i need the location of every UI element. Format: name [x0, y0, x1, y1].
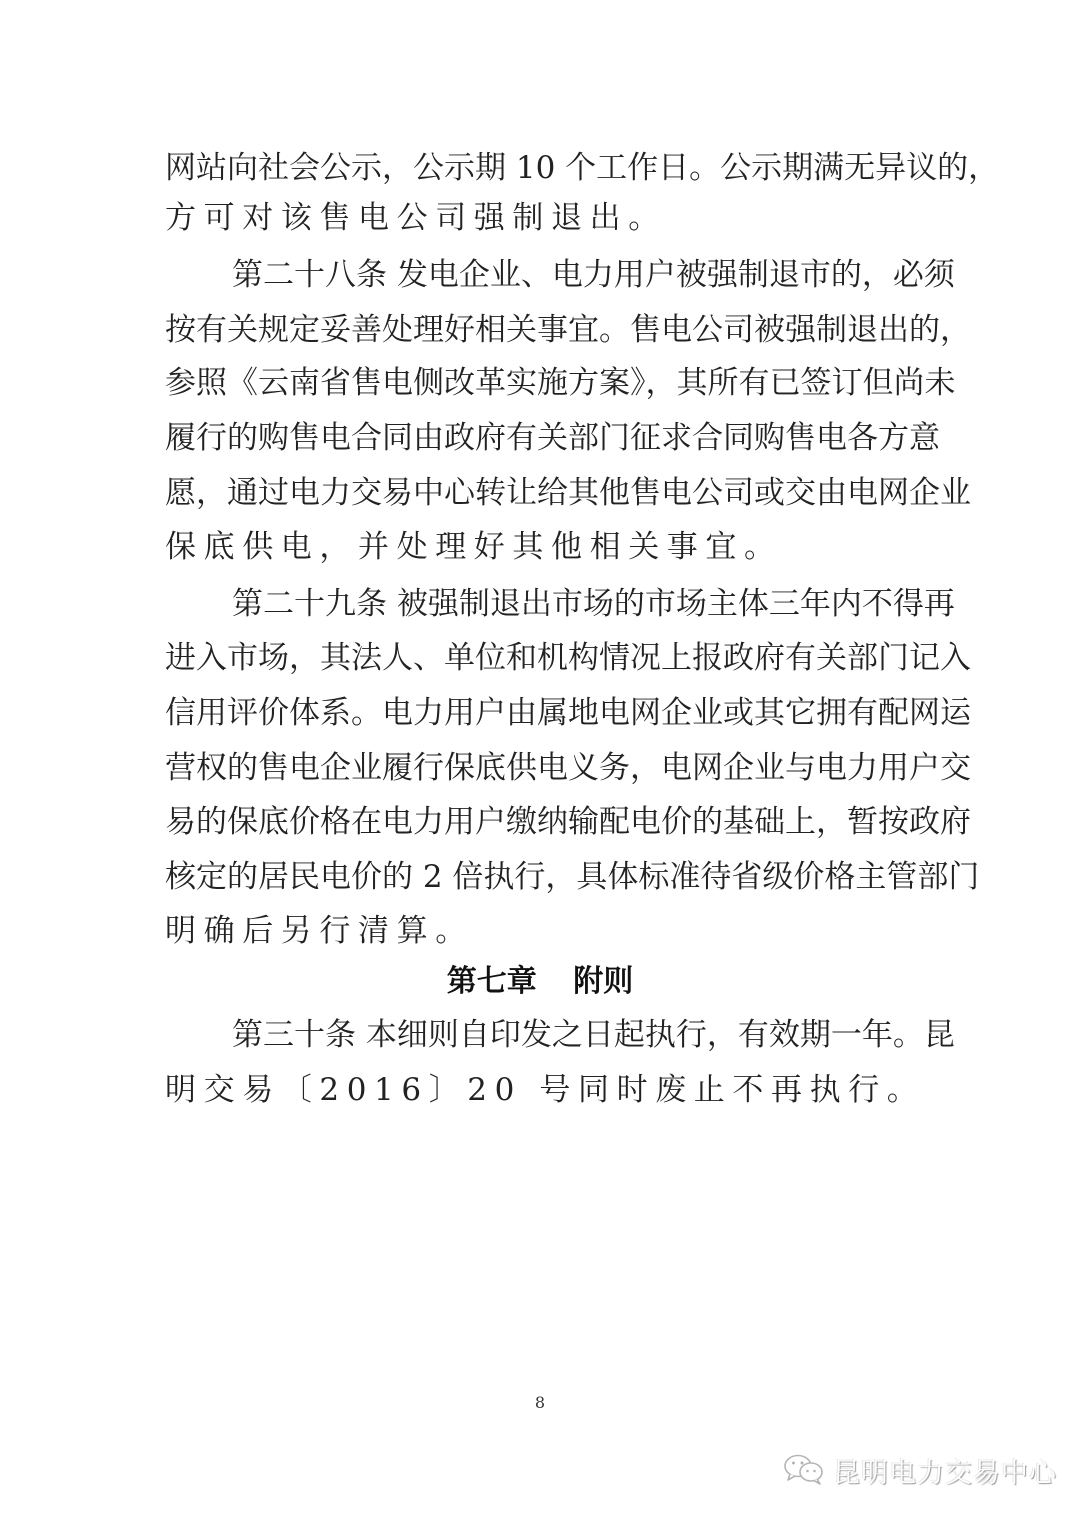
text-line: 参照《云南省售电侧改革实施方案》，其所有已签订但尚未 [165, 365, 956, 401]
article-29-heading-line: 第二十九条 被强制退出市场的市场主体三年内不得再 [232, 586, 955, 622]
article-28-heading-line: 第二十八条 发电企业、电力用户被强制退市的，必须 [232, 257, 955, 293]
text-line: 营权的售电企业履行保底供电义务，电网企业与电力用户交 [165, 750, 971, 786]
text-line: 进入市场，其法人、单位和机构情况上报政府有关部门记入 [165, 640, 971, 676]
text-line: 易的保底价格在电力用户缴纳输配电价的基础上，暂按政府 [165, 804, 971, 840]
text-line: 履行的购售电合同由政府有关部门征求合同购售电各方意 [165, 420, 940, 456]
text-line: 核定的居民电价的 2 倍执行，具体标准待省级价格主管部门 [165, 859, 980, 895]
article-30-heading-line: 第三十条 本细则自印发之日起执行，有效期一年。昆 [232, 1017, 955, 1053]
text-line: 按有关规定妥善处理好相关事宜。售电公司被强制退出的， [165, 312, 971, 348]
text-line: 明交易〔2016〕20 号同时废止不再执行。 [165, 1072, 926, 1108]
chapter-title: 第七章 附则 [446, 964, 634, 999]
text-line: 明确后另行清算。 [165, 913, 474, 949]
text-line: 保底供电，并处理好其他相关事宜。 [165, 529, 783, 565]
watermark [783, 1452, 1057, 1488]
text-line: 信用评价体系。电力用户由属地电网企业或其它拥有配网运 [165, 695, 971, 731]
text-line: 方可对该售电公司强制退出。 [165, 200, 667, 236]
text-line: 网站向社会公示，公示期 10 个工作日。公示期满无异议的， [165, 150, 1000, 186]
watermark-text: 昆明电力交易中心 [833, 1457, 1057, 1489]
page-number: 8 [534, 1393, 546, 1412]
text-line: 愿，通过电力交易中心转让给其他售电公司或交由电网企业 [165, 475, 971, 511]
wechat-icon [783, 1453, 827, 1487]
